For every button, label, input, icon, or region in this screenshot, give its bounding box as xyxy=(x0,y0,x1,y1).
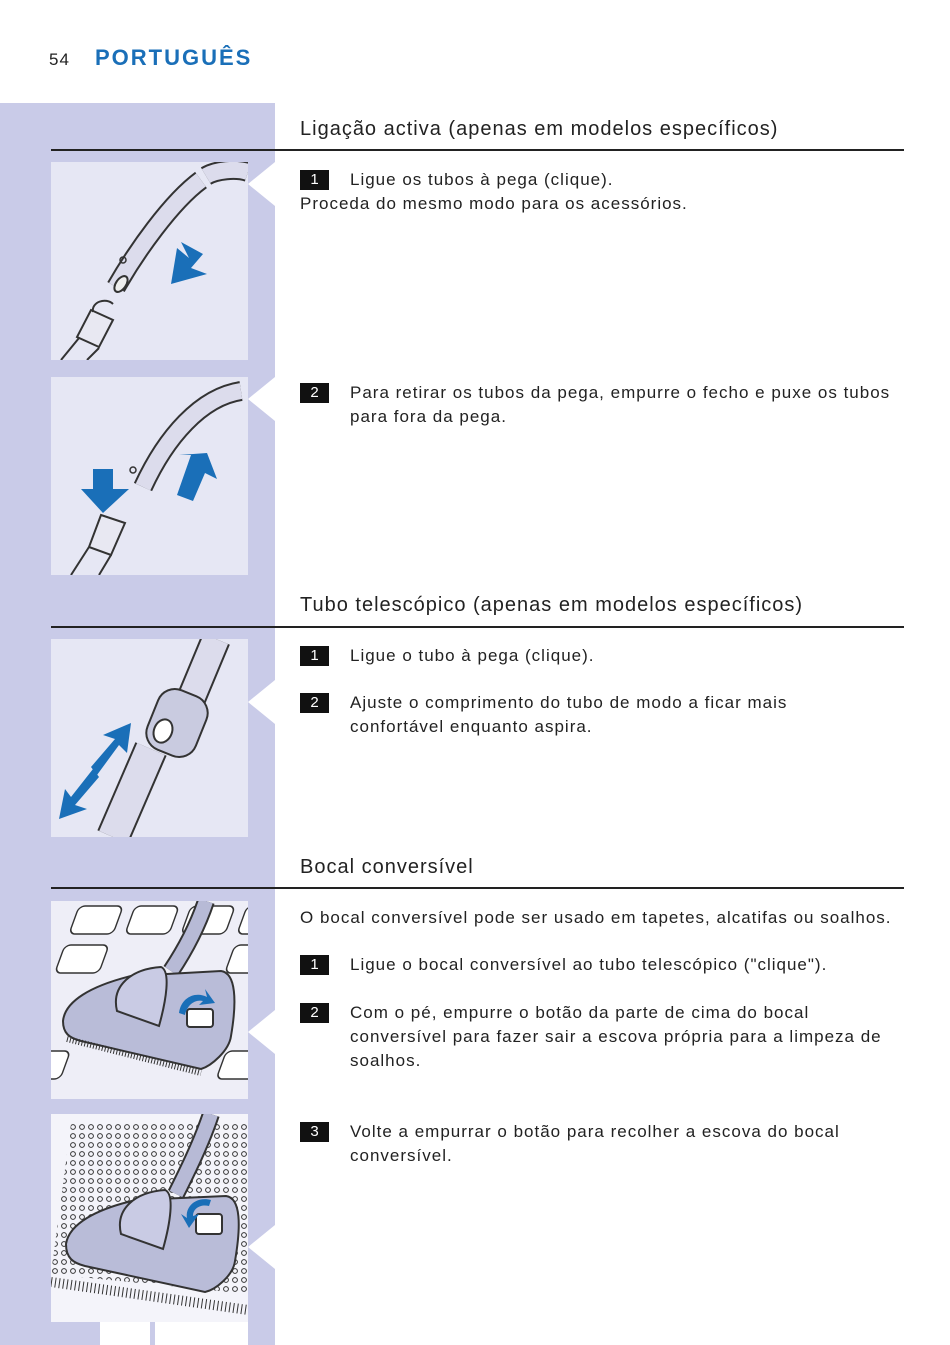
step-text: Ligue o bocal conversível ao tubo telescópico ("clique"). xyxy=(350,955,828,974)
language-heading: PORTUGUÊS xyxy=(95,45,253,70)
section-intro: O bocal conversível pode ser usado em tapetes, alcatifas ou soalhos. xyxy=(300,908,892,927)
step-text-continued: para fora da pega. xyxy=(350,407,507,426)
section-title: Bocal conversível xyxy=(300,856,474,878)
step-text: Para retirar os tubos da pega, empurre o fecho e puxe os tubos xyxy=(350,383,891,402)
hose-click-illustration xyxy=(51,162,248,360)
step-text-continued: conversível para fazer sair a escova própria para a limpeza de xyxy=(350,1027,882,1046)
hose-release-illustration xyxy=(51,377,248,575)
step-subtext: Proceda do mesmo modo para os acessórios. xyxy=(300,194,688,213)
step-text: Ligue os tubos à pega (clique). xyxy=(350,170,614,189)
nozzle-floor-illustration xyxy=(51,1114,248,1322)
step-number: 1 xyxy=(300,955,329,975)
bottom-strip xyxy=(100,1322,150,1345)
section-divider xyxy=(51,149,904,151)
page-number: 54 xyxy=(49,50,70,69)
step-text-continued: confortável enquanto aspira. xyxy=(350,717,593,736)
step-number: 2 xyxy=(300,1003,329,1023)
telescopic-tube-illustration xyxy=(51,639,248,837)
bottom-strip xyxy=(155,1322,248,1345)
panel-notch xyxy=(248,680,275,724)
step-number: 2 xyxy=(300,383,329,403)
step-text-continued: conversível. xyxy=(350,1146,453,1165)
step-text: Com o pé, empurre o botão da parte de cima do bocal xyxy=(350,1003,810,1022)
step-text: Ligue o tubo à pega (clique). xyxy=(350,646,595,665)
step-number: 2 xyxy=(300,693,329,713)
step-number: 1 xyxy=(300,170,329,190)
panel-notch xyxy=(248,162,275,206)
panel-notch xyxy=(248,1010,275,1054)
section-title: Tubo telescópico (apenas em modelos específicos) xyxy=(300,594,804,616)
step-number: 1 xyxy=(300,646,329,666)
panel-notch xyxy=(248,377,275,421)
nozzle-carpet-illustration xyxy=(51,901,248,1099)
panel-notch xyxy=(248,1225,275,1269)
section-divider xyxy=(51,626,904,628)
step-text-continued: soalhos. xyxy=(350,1051,422,1070)
section-title: Ligação activa (apenas em modelos específicos) xyxy=(300,118,779,140)
step-number: 3 xyxy=(300,1122,329,1142)
step-text: Volte a empurrar o botão para recolher a escova do bocal xyxy=(350,1122,840,1141)
step-text: Ajuste o comprimento do tubo de modo a ficar mais xyxy=(350,693,788,712)
section-divider xyxy=(51,887,904,889)
